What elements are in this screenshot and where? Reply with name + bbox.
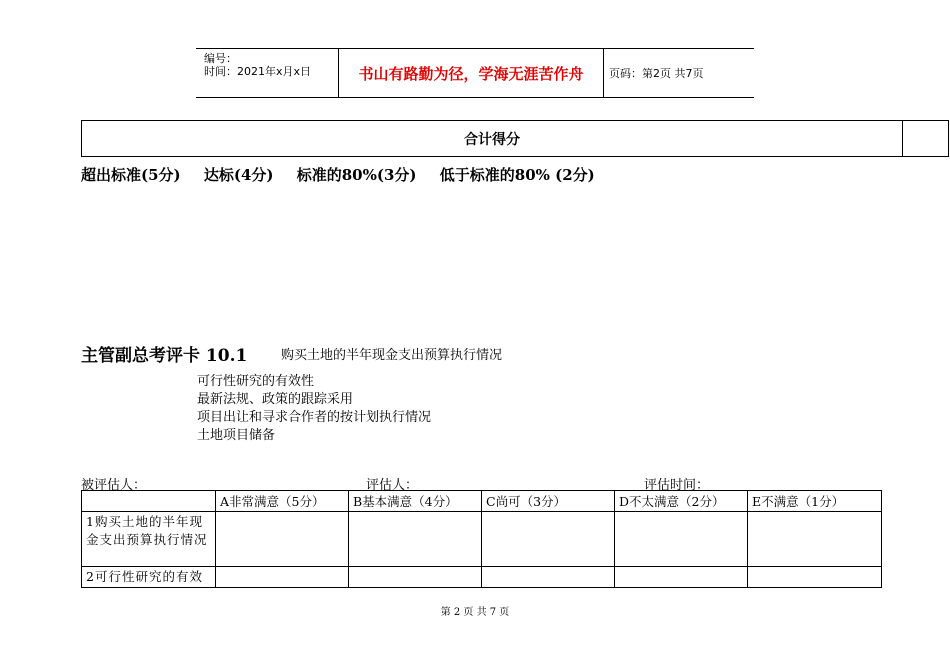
evaluator-label: 评估人：: [366, 478, 419, 493]
grid-cell[interactable]: [615, 567, 748, 588]
serial-label: 编号：: [204, 52, 237, 65]
total-score-label: 合计得分: [82, 121, 903, 156]
evaluation-grid: [81, 490, 882, 588]
criteria-item: 超出标准(5分): [81, 166, 181, 184]
grid-header-cell: C尚可（3分）: [482, 491, 615, 512]
grid-cell[interactable]: [349, 567, 482, 588]
total-score-row: [81, 120, 949, 157]
evaluatee-label: 被评估人：: [81, 478, 147, 493]
grid-cell[interactable]: [216, 512, 349, 567]
scorecard-item: 土地项目储备: [197, 428, 276, 443]
grid-header-cell: A非常满意（5分）: [216, 491, 349, 512]
grid-cell[interactable]: [748, 512, 882, 567]
grid-row-label: 1购买土地的半年现金支出预算执行情况: [82, 512, 216, 567]
grid-cell[interactable]: [482, 512, 615, 567]
criteria-item: 标准的80%(3分): [296, 166, 417, 184]
scoring-criteria: [81, 164, 613, 185]
grid-cell[interactable]: [216, 567, 349, 588]
grid-cell[interactable]: [349, 512, 482, 567]
grid-header-cell: D不太满意（2分）: [615, 491, 748, 512]
page-info: 页码：第2页 共7页: [609, 67, 704, 80]
grid-header-row: [82, 491, 882, 512]
grid-cell[interactable]: [482, 567, 615, 588]
grid-header-cell: [82, 491, 216, 512]
grid-header-cell: E不满意（1分）: [748, 491, 882, 512]
grid-row-label: 2可行性研究的有效: [82, 567, 216, 588]
scorecard-item: 可行性研究的有效性: [197, 374, 315, 389]
table-row: [82, 512, 882, 567]
time-label: 时间：2021年x月x日: [204, 65, 312, 78]
scorecard-item: 最新法规、政策的跟踪采用: [197, 392, 354, 407]
page-footer: 第 2 页 共 7 页: [440, 607, 510, 618]
grid-cell[interactable]: [615, 512, 748, 567]
grid-cell[interactable]: [748, 567, 882, 588]
scorecard-subtitle: 购买土地的半年现金支出预算执行情况: [281, 348, 503, 363]
total-score-value[interactable]: [903, 121, 948, 156]
criteria-item: 达标(4分): [203, 166, 274, 184]
criteria-item: 低于标准的80% (2分): [439, 166, 595, 184]
table-row: [82, 567, 882, 588]
scorecard-item: 项目出让和寻求合作者的按计划执行情况: [197, 410, 432, 425]
grid-header-cell: B基本满意（4分）: [349, 491, 482, 512]
motto: 书山有路勤为径，学海无涯苦作舟: [338, 49, 604, 97]
header-meta: [196, 49, 338, 97]
scorecard-title: 主管副总考评卡 10.1: [81, 346, 248, 366]
header-table: [196, 48, 754, 98]
eval-time-label: 评估时间：: [644, 478, 710, 493]
